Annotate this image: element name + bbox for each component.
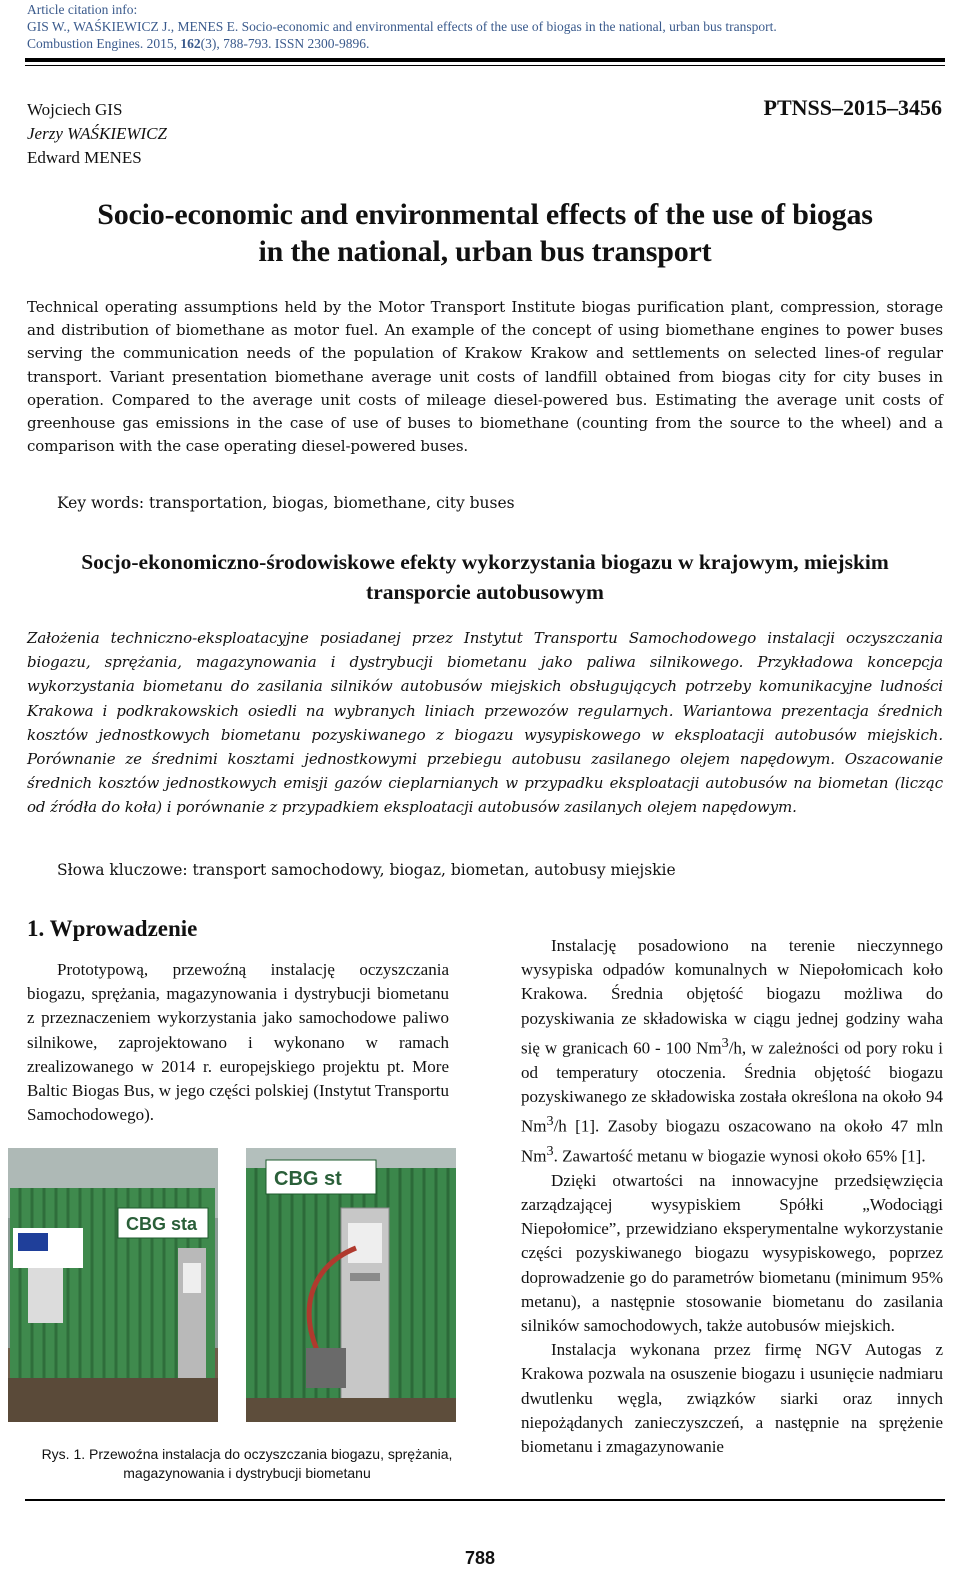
author-name: Jerzy WAŚKIEWICZ [27, 124, 167, 143]
header-rule-thick [25, 58, 945, 62]
figure-photo [8, 1148, 456, 1422]
author-name: Wojciech GIS [27, 100, 123, 119]
paragraph-text: /h, w zależności od pory roku i od temperatury otoczenia. Średnia objętość biogazu pozyskiwanego ze składowiska została określona na około 94 Nm [521, 1038, 943, 1136]
keywords-polish [57, 861, 676, 879]
title-english [25, 196, 945, 270]
body-paragraph: Instalacja wykonana przez firmę NGV Autogas z Krakowa pozwala na osuszenie biogazu i usunięcie nadmiaru dwutlenku węgla, związków siarki oraz innych niepożądanych zanieczyszczeń, a następnie na sprężenie biometanu i zmagazynowanie [521, 1340, 943, 1457]
section-heading: 1. Wprowadzenie [27, 916, 198, 941]
citation-pages: (3), 788-793. ISSN 2300-9896. [200, 36, 370, 51]
page-number: 788 [464, 1548, 496, 1568]
figure-caption: Rys. 1. Przewoźna instalacja do oczyszczania biogazu, sprężania, magazynowania i dystrybucji biometanu [41, 1446, 453, 1481]
citation-reference: GIS W., WAŚKIEWICZ J., MENES E. Socio-economic and environmental effects of the use of biogas in the national, urban bus transport. [27, 19, 777, 34]
paper-code: PTNSS–2015–3456 [763, 95, 942, 120]
paragraph-text: /h [1]. Zasoby biogazu oszacowano na około 47 mln Nm [521, 1116, 943, 1166]
article-citation [27, 1, 947, 52]
paragraph-text: Instalację posadowiono na terenie nieczynnego wysypiska odpadów komunalnych w Niepołomicach koło Krakowa. Średnia objętość biogazu możliwa do pozyskiwania ze składowiska w ciągu jednej godziny waha się w granicach 60 - 100 Nm [521, 936, 943, 1058]
superscript: 3 [721, 1034, 729, 1051]
right-column [521, 934, 943, 1459]
superscript: 3 [546, 1142, 554, 1159]
paragraph-text: . Zawartość metanu w biogazie wynosi około 65% [1]. [553, 1146, 926, 1166]
abstract-english: Technical operating assumptions held by the Motor Transport Institute biogas purification plant, compression, storage and distribution of biomethane as motor fuel. An example of the concept of using biomethane engines to power buses serving the communication needs of the population of Krakow Krakow and settlements on selected lines-of regular transport. Variant presentation biomethane average unit costs of landfill obtained from biogas city for city buses in operation. Compared to the average unit costs of mileage diesel-powered bus. Estimating the average unit costs of greenhouse gas emissions in the case of use of buses to biomethane (counting from the source to the wheel) and a comparison with the case operating diesel-powered buses. [27, 298, 943, 456]
title-english-line: in the national, urban bus transport [258, 235, 712, 268]
author-list [27, 98, 167, 170]
svg-text:CBG st: CBG st [274, 1168, 342, 1190]
keywords-english: Key words: transportation, biogas, biomethane, city buses [57, 494, 515, 512]
title-english-line: Socio-economic and environmental effects of the use of biogas [97, 198, 873, 231]
keywords-polish-label: Słowa kluczowe: [57, 861, 188, 879]
title-polish-line: Socjo-ekonomiczno-środowiskowe efekty wykorzystania biogazu w krajowym, miejskim [81, 550, 889, 574]
left-column [27, 958, 449, 1127]
body-paragraph [521, 934, 943, 1169]
body-paragraph: Prototypową, przewoźną instalację oczyszczania biogazu, sprężania, magazynowania i dystrybucji biometanu z przeznaczeniem wykorzystania jako samochodowe paliwo silnikowe, zaprojektowano i wykonano w ramach zrealizowanego w 2014 r. europejskiego projektu pt. More Baltic Biogas Bus, w jego części polskiej (Instytut Transportu Samochodowego). [27, 960, 449, 1125]
citation-journal [27, 35, 947, 52]
keywords-polish-text: transport samochodowy, biogaz, biometan, autobusy miejskie [187, 861, 676, 879]
superscript: 3 [546, 1113, 554, 1130]
author-name: Edward MENES [27, 148, 142, 167]
abstract-polish: Założenia techniczno-eksploatacyjne posiadanej przez Instytut Transportu Samochodowego instalacji oczyszczania biogazu, sprężania, magazynowania i dystrybucji biometanu jako paliwa silnikowego. Przykładowa koncepcja wykorzystania biometanu do zasilania silników autobusów miejskich obsługujących potrzeby komunikacyjne ludności Krakowa i podkrakowskich osiedli na wybranych liniach przewozów regularnych. Wariantowa prezentacja średnich kosztów jednostkowych biometanu pozyskiwanego z biogazu wysypiskowego w eksploatacji autobusów miejskich. Porównanie ze średnimi kosztami jednostkowymi przebiegu autobusu zasilanego olejem napędowym. Oszacowanie średnich kosztów jednostkowych emisji gazów cieplarnianych w przypadku eksploatacji autobusów na biometan (licząc od źródła do koła) i porównanie z przypadkiem eksploatacji autobusów zasilanych olejem napędowym. [27, 629, 943, 817]
citation-volume: 162 [180, 36, 201, 51]
header-rule-thin [25, 65, 945, 66]
photo-right [246, 1148, 456, 1422]
citation-journal-name: Combustion Engines. 2015, [27, 36, 181, 51]
citation-label: Article citation info: [27, 2, 138, 17]
footer-rule [25, 1499, 945, 1501]
title-polish-line: transporcie autobusowym [366, 580, 604, 604]
svg-text:CBG sta: CBG sta [126, 1214, 198, 1234]
body-paragraph: Dzięki otwartości na innowacyjne przedsięwzięcia zarządzającej wysypiskiem Spółki „Wodociągi Niepołomice”, przewidziano eksperymentalne wykorzystanie części pozyskiwanego biogazu wysypiskowego, poprzez doprowadzenie go do parametrów biometanu (minimum 95% metanu), a następnie stosowanie biometanu do zasilania silników samochodowych, także autobusów miejskich. [521, 1170, 943, 1336]
photo-left [8, 1148, 218, 1422]
title-polish [25, 547, 945, 607]
